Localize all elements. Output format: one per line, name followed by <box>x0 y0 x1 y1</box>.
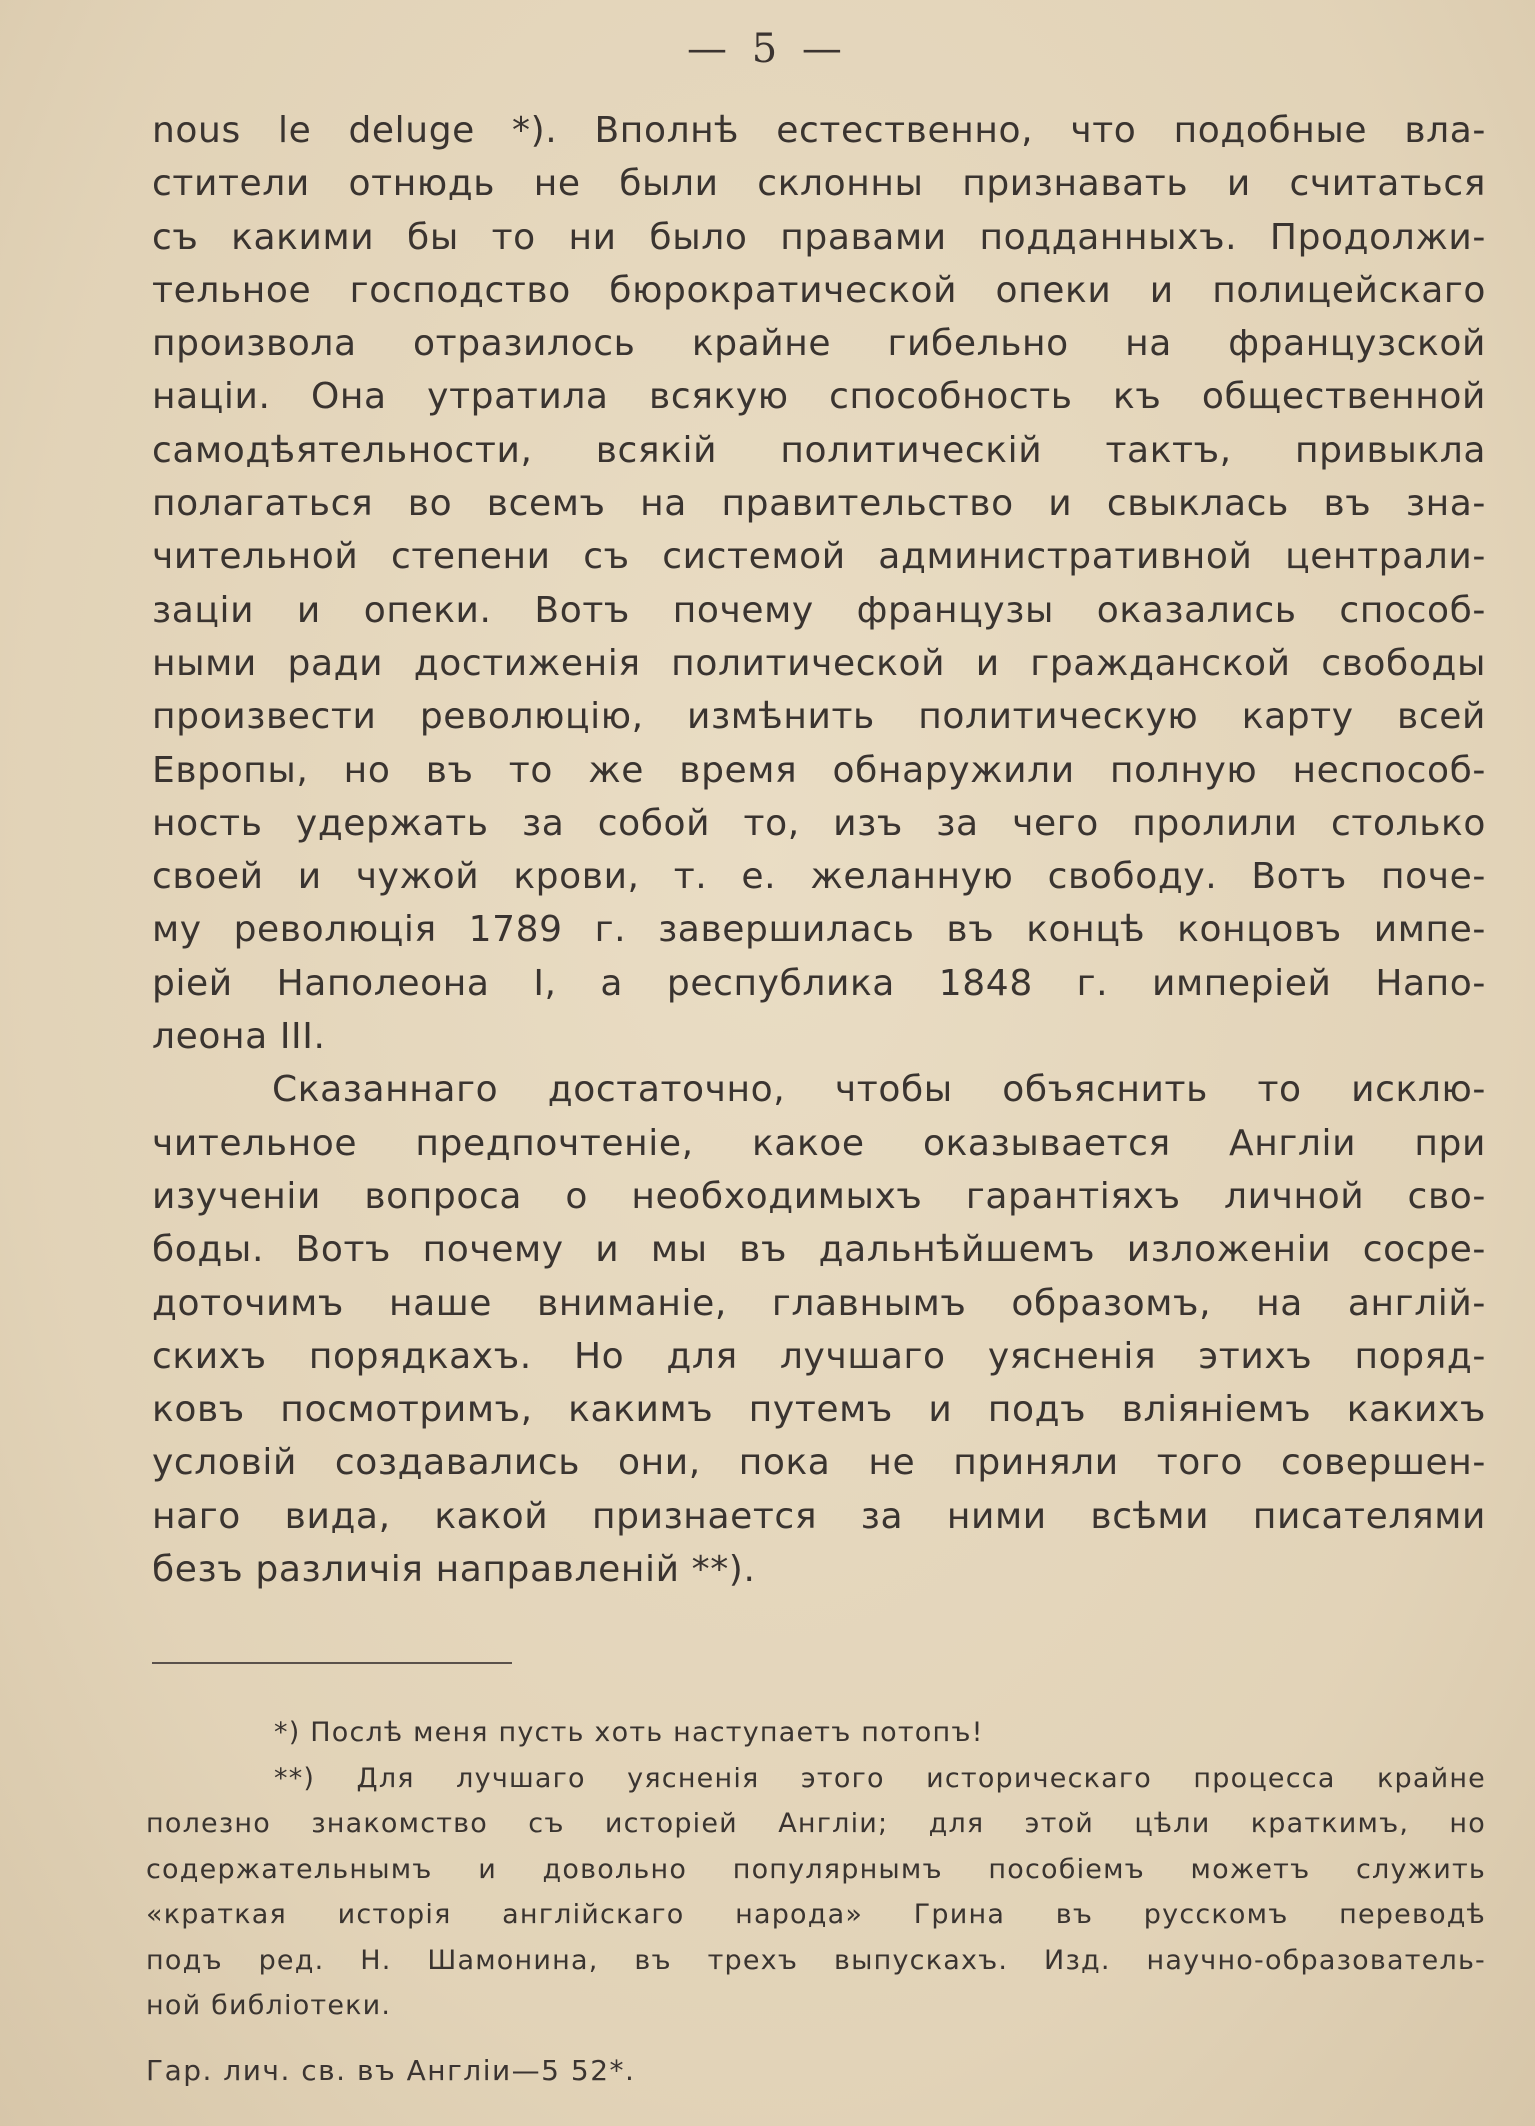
footnote-2-line: полезно знакомство съ исторіей Англіи; для этой цѣли краткимъ, но <box>146 1808 1486 1839</box>
text-line: скихъ порядкахъ. Но для лучшаго уясненія этихъ поряд- <box>152 1335 1486 1377</box>
footnote-2-line: подъ ред. Н. Шамонина, въ трехъ выпускахъ. Изд. научно-образователь- <box>146 1944 1486 1976</box>
text-line: своей и чужой крови, т. е. желанную свободу. Вотъ поче- <box>152 856 1486 898</box>
text-line: боды. Вотъ почему и мы въ дальнѣйшемъ изложеніи сосре- <box>152 1229 1486 1271</box>
footnote-2-line: ной библіотеки. <box>146 1990 392 2021</box>
text-line: съ какими бы то ни было правами подданныхъ. Продолжи- <box>152 216 1486 258</box>
footnote-2-line: содержательнымъ и довольно популярнымъ пособіемъ можетъ служить <box>146 1853 1486 1885</box>
text-line: произвести революцію, измѣнить политическую карту всей <box>152 696 1486 738</box>
printer-signature: Гар. лич. св. въ Англіи—5 52*. <box>146 2054 636 2087</box>
footnote-2-line: **) Для лучшаго уясненія этого историческаго процесса крайне <box>274 1762 1486 1794</box>
text-line: доточимъ наше вниманіе, главнымъ образомъ, на англій- <box>152 1282 1486 1324</box>
text-line: Европы, но въ то же время обнаружили полную неспособ- <box>152 749 1486 791</box>
footnote-1: *) Послѣ меня пусть хоть наступаетъ потопъ! <box>274 1717 984 1748</box>
paragraph-start-line: Сказаннаго достаточно, чтобы объяснить то исклю- <box>272 1069 1486 1111</box>
paragraph-end-line: леона III. <box>152 1016 326 1058</box>
text-line: наго вида, какой признается за ними всѣми писателями <box>152 1495 1486 1537</box>
text-line: чительное предпочтеніе, какое оказывается Англіи при <box>152 1122 1486 1164</box>
text-line: тельное господство бюрократической опеки и полицейскаго <box>152 269 1486 311</box>
text-line: ными ради достиженія политической и гражданской свободы <box>152 642 1486 684</box>
text-line: полагаться во всемъ на правительство и свыклась въ зна- <box>152 483 1486 525</box>
text-line: ковъ посмотримъ, какимъ путемъ и подъ вліяніемъ какихъ <box>152 1389 1486 1431</box>
text-line: чительной степени съ системой административной централи- <box>152 536 1486 578</box>
text-line: ріей Наполеона I, а республика 1848 г. имперіей Напо- <box>152 962 1486 1004</box>
footnotes <box>146 1710 1486 2029</box>
text-line: изученіи вопроса о необходимыхъ гарантіяхъ личной сво- <box>152 1175 1486 1217</box>
text-line: му революція 1789 г. завершилась въ концѣ концовъ импе- <box>152 909 1486 951</box>
paragraph-end-line: безъ различія направленій **). <box>152 1549 756 1591</box>
footnote-divider <box>152 1662 512 1664</box>
footnote-2-line: «краткая исторія англійскаго народа» Грина въ русскомъ переводѣ <box>146 1899 1486 1930</box>
text-line: условій создавались они, пока не приняли того совершен- <box>152 1442 1486 1484</box>
page-number: — 5 — <box>687 26 848 72</box>
body-text <box>152 104 1486 1596</box>
text-line: nous le deluge *). Вполнѣ естественно, что подобные вла- <box>152 110 1486 151</box>
text-line: произвола отразилось крайне гибельно на французской <box>152 323 1486 365</box>
text-line: заціи и опеки. Вотъ почему французы оказались способ- <box>152 589 1486 631</box>
text-line: стители отнюдь не были склонны признавать и считаться <box>152 163 1486 205</box>
text-line: націи. Она утратила всякую способность къ общественной <box>152 376 1486 418</box>
text-line: ность удержать за собой то, изъ за чего пролили столько <box>152 802 1486 844</box>
text-line: самодѣятельности, всякій политическій тактъ, привыкла <box>152 429 1486 471</box>
